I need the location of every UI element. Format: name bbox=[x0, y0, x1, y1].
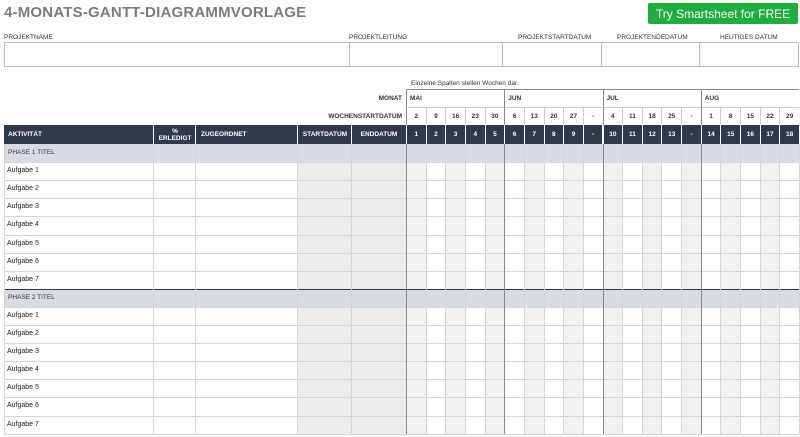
column-divider bbox=[760, 144, 761, 434]
week-date: 6 bbox=[504, 107, 524, 125]
week-date: 1 bbox=[701, 107, 721, 125]
row-divider bbox=[4, 253, 799, 254]
column-divider bbox=[4, 144, 5, 434]
project-start-field[interactable] bbox=[502, 42, 602, 67]
today-field[interactable] bbox=[699, 42, 799, 67]
row-divider bbox=[4, 307, 799, 308]
today-label: HEUTIGES DATUM bbox=[720, 34, 778, 41]
week-date: 25 bbox=[661, 107, 681, 125]
project-lead-label: PROJEKTLEITUNG bbox=[349, 34, 408, 41]
month-jul: JUL bbox=[603, 89, 701, 107]
week-date: 4 bbox=[603, 107, 623, 125]
month-aug: AUG bbox=[701, 89, 799, 107]
col-end-header bbox=[351, 125, 406, 144]
column-divider bbox=[445, 144, 446, 434]
column-divider bbox=[351, 144, 352, 434]
week-note: Einzelne Spalten stellen Wochen dar. bbox=[411, 80, 519, 87]
task-name[interactable]: Aufgabe 6 bbox=[7, 257, 39, 265]
row-divider bbox=[4, 180, 799, 181]
row-divider bbox=[4, 162, 799, 163]
task-name[interactable]: Aufgabe 1 bbox=[7, 311, 39, 319]
column-divider bbox=[153, 144, 154, 434]
project-name-label: PROJEKTNAME bbox=[4, 34, 53, 41]
week-date: 27 bbox=[563, 107, 583, 125]
task-name[interactable]: Aufgabe 3 bbox=[7, 348, 39, 356]
page-title: 4-MONATS-GANTT-DIAGRAMMVORLAGE bbox=[4, 4, 307, 21]
column-divider bbox=[779, 144, 780, 434]
col-activity-label: AKTIVITÄT bbox=[8, 131, 42, 138]
task-name[interactable]: Aufgabe 6 bbox=[7, 402, 39, 410]
week-number: 7 bbox=[524, 125, 544, 144]
column-divider bbox=[642, 144, 643, 434]
column-divider bbox=[603, 144, 604, 434]
column-divider bbox=[583, 144, 584, 434]
month-row-label: MONAT bbox=[378, 95, 402, 102]
row-divider bbox=[4, 198, 799, 199]
week-number: 10 bbox=[603, 125, 623, 144]
task-name[interactable]: Aufgabe 4 bbox=[7, 221, 39, 229]
project-end-label: PROJEKTENDEDATUM bbox=[617, 34, 688, 41]
week-date: 30 bbox=[485, 107, 505, 125]
week-date: 9 bbox=[426, 107, 446, 125]
week-number: 12 bbox=[642, 125, 662, 144]
week-date: 16 bbox=[445, 107, 465, 125]
task-name[interactable]: Aufgabe 3 bbox=[7, 203, 39, 211]
task-name[interactable]: Aufgabe 2 bbox=[7, 330, 39, 337]
row-divider bbox=[4, 379, 799, 380]
col-assigned-label: ZUGEORDNET bbox=[201, 131, 247, 138]
phase-title[interactable]: PHASE 2 TITEL bbox=[8, 293, 55, 301]
row-divider bbox=[4, 343, 799, 344]
row-divider bbox=[4, 434, 799, 435]
try-smartsheet-button[interactable]: Try Smartsheet for FREE bbox=[648, 3, 798, 24]
col-percent-label: % bbox=[172, 127, 178, 135]
col-end-label: ENDDATUM bbox=[360, 131, 398, 138]
row-divider bbox=[4, 216, 799, 217]
week-date: 2 bbox=[406, 107, 426, 125]
row-divider bbox=[4, 235, 799, 236]
phase-title[interactable]: PHASE 1 TITEL bbox=[8, 149, 55, 156]
row-divider bbox=[4, 397, 799, 398]
column-divider bbox=[465, 144, 466, 434]
row-divider bbox=[4, 416, 799, 417]
phase-row bbox=[4, 289, 799, 307]
project-name-field[interactable] bbox=[4, 42, 350, 67]
week-date: 23 bbox=[465, 107, 485, 125]
column-divider bbox=[504, 144, 505, 434]
task-name[interactable]: Aufgabe 5 bbox=[7, 384, 39, 392]
column-divider bbox=[681, 144, 682, 434]
column-divider bbox=[720, 144, 721, 434]
month-jun: JUN bbox=[504, 89, 602, 107]
week-date: 8 bbox=[720, 107, 740, 125]
week-date: 11 bbox=[622, 107, 642, 125]
task-name[interactable]: Aufgabe 4 bbox=[7, 366, 39, 374]
column-divider bbox=[426, 144, 427, 434]
week-date: 18 bbox=[642, 107, 662, 125]
week-number: 6 bbox=[504, 125, 524, 144]
phase-divider bbox=[4, 289, 799, 291]
week-number: 4 bbox=[465, 125, 485, 144]
row-divider bbox=[4, 325, 799, 326]
week-date: 15 bbox=[740, 107, 760, 125]
col-assigned-header bbox=[195, 125, 297, 144]
col-percent-header bbox=[153, 125, 196, 144]
project-lead-field[interactable] bbox=[349, 42, 503, 67]
project-start-label: PROJEKTSTARTDATUM bbox=[518, 34, 592, 41]
week-number: 8 bbox=[544, 125, 564, 144]
row-divider bbox=[4, 271, 799, 272]
week-number: - bbox=[583, 125, 603, 144]
column-divider bbox=[661, 144, 662, 434]
column-divider bbox=[622, 144, 623, 434]
column-divider bbox=[485, 144, 486, 434]
week-number: 1 bbox=[406, 125, 426, 144]
week-number: 15 bbox=[720, 125, 740, 144]
column-divider bbox=[195, 144, 196, 434]
month-mai: MAI bbox=[406, 89, 504, 107]
week-number: 14 bbox=[701, 125, 721, 144]
week-number: 2 bbox=[426, 125, 446, 144]
task-name[interactable]: Aufgabe 7 bbox=[7, 275, 39, 283]
week-number: 5 bbox=[485, 125, 505, 144]
week-number: - bbox=[681, 125, 701, 144]
week-date: - bbox=[583, 107, 603, 125]
week-date: 22 bbox=[760, 107, 780, 125]
week-number: 3 bbox=[445, 125, 465, 144]
col-start-header bbox=[297, 125, 352, 144]
week-date: 20 bbox=[544, 107, 564, 125]
column-divider bbox=[563, 144, 564, 434]
week-date: - bbox=[681, 107, 701, 125]
column-divider bbox=[297, 144, 298, 434]
week-date: 29 bbox=[779, 107, 799, 125]
task-name[interactable]: Aufgabe 1 bbox=[7, 167, 39, 175]
week-start-row-label: WOCHENSTARTDATUM bbox=[328, 113, 402, 120]
week-number: 17 bbox=[760, 125, 780, 144]
col-start-label: STARTDATUM bbox=[302, 131, 348, 138]
task-name[interactable]: Aufgabe 7 bbox=[7, 420, 39, 428]
week-date: 13 bbox=[524, 107, 544, 125]
week-number: 16 bbox=[740, 125, 760, 144]
task-name[interactable]: Aufgabe 5 bbox=[7, 239, 39, 247]
week-number: 11 bbox=[622, 125, 642, 144]
column-divider bbox=[524, 144, 525, 434]
phase-row bbox=[4, 144, 799, 162]
task-name[interactable]: Aufgabe 2 bbox=[7, 185, 39, 193]
row-divider bbox=[4, 361, 799, 362]
col-activity-header bbox=[4, 125, 154, 144]
column-divider bbox=[406, 144, 407, 434]
week-number: 13 bbox=[661, 125, 681, 144]
week-number: 18 bbox=[779, 125, 799, 144]
column-divider bbox=[740, 144, 741, 434]
week-number: 9 bbox=[563, 125, 583, 144]
col-done-label: ERLEDIGT bbox=[158, 134, 192, 142]
column-divider bbox=[701, 144, 702, 434]
column-divider bbox=[544, 144, 545, 434]
project-end-field[interactable] bbox=[601, 42, 700, 67]
